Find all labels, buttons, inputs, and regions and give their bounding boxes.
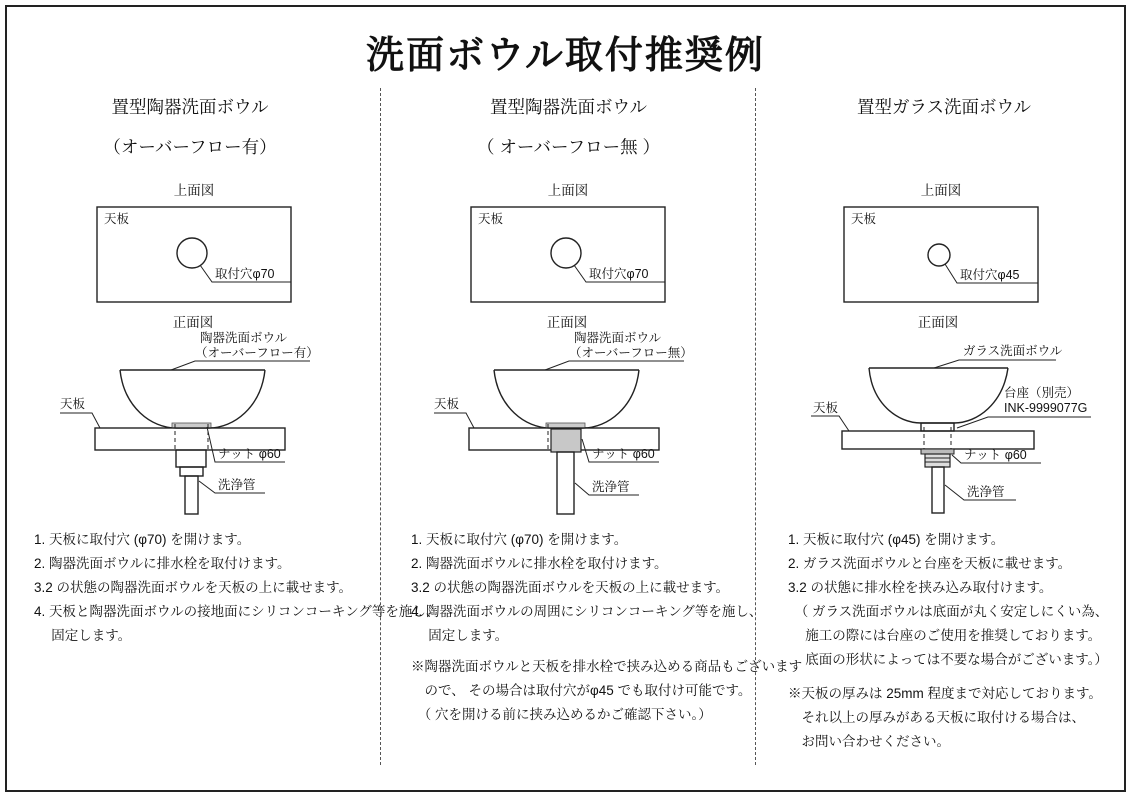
text-line: 4. 天板と陶器洗面ボウルの接地面にシリコンコーキング等を施し、 [34, 604, 440, 619]
top-view-diagram [841, 180, 1041, 305]
text-line: 1. 天板に取付穴 (φ45) を開けます。 [788, 532, 1005, 547]
leader-line [811, 416, 849, 431]
text-line: 4. 陶器洗面ボウルの周囲にシリコンコーキング等を施し、 [411, 604, 763, 619]
text-line: 3.2 の状態の陶器洗面ボウルを天板の上に載せます。 [411, 580, 730, 595]
countertop-label: 天板 [104, 212, 130, 226]
text-line: 3.2 の状態の陶器洗面ボウルを天板の上に載せます。 [34, 580, 353, 595]
front-view-label: 正面図 [917, 315, 959, 330]
front-view-label: 正面図 [172, 315, 214, 330]
leader-line [60, 413, 100, 428]
countertop-label: 天板 [478, 212, 504, 226]
nut-label: ナット φ60 [592, 447, 655, 461]
mounting-hole-label: 取付穴φ45 [960, 268, 1020, 282]
column-glass [755, 88, 1131, 765]
text-line: ※陶器洗面ボウルと天板を排水栓で挟み込める商品もございます [411, 659, 803, 674]
drain-pipe [932, 467, 944, 513]
countertop-label: 天板 [434, 397, 460, 411]
column-heading: 置型陶器洗面ボウル [111, 97, 269, 117]
top-view-label: 上面図 [547, 183, 589, 198]
text-line: ので、 その場合は取付穴がφ45 でも取付け可能です。 [411, 683, 752, 698]
installation-steps [788, 528, 1108, 672]
countertop-label: 天板 [60, 397, 86, 411]
installation-steps [411, 528, 762, 648]
pipe-label: 洗浄管 [218, 478, 256, 492]
drain-pipe [557, 452, 574, 514]
top-view-diagram [94, 180, 294, 305]
text-line: 2. ガラス洗面ボウルと台座を天板に載せます。 [788, 556, 1072, 571]
front-view-diagram [55, 315, 355, 520]
mounting-hole-circle [928, 244, 950, 266]
column-heading: 置型陶器洗面ボウル [490, 97, 647, 117]
text-line: （ ガラス洗面ボウルは底面が丸く安定しにくい為、 [788, 604, 1109, 619]
bowl-label-2: （オーバーフロー有） [195, 346, 319, 360]
front-view-label: 正面図 [546, 315, 588, 330]
column-subheading: （ オーバーフロー無 ） [477, 137, 660, 157]
text-line: （ 穴を開ける前に挟み込めるかご確認下さい。） [411, 707, 712, 722]
remark-note [411, 655, 802, 727]
pedestal-label: 台座（別売） [1004, 386, 1080, 400]
text-line: ※天板の厚みは 25mm 程度まで対応しております。 [788, 686, 1102, 701]
drain-step [180, 467, 203, 476]
front-view-diagram [801, 315, 1101, 520]
bowl-outline [869, 368, 1008, 423]
nut-flange [921, 449, 954, 454]
gasket [172, 423, 211, 428]
text-line: お問い合わせください。 [788, 734, 950, 749]
pedestal [921, 423, 954, 431]
bowl-outline [120, 370, 265, 428]
bowl-label: 陶器洗面ボウル [574, 331, 662, 345]
mounting-hole-circle [551, 238, 581, 268]
hole-cutout [176, 429, 207, 449]
top-view-label: 上面図 [173, 183, 215, 198]
top-view-label: 上面図 [920, 183, 962, 198]
column-ceramic-overflow [0, 88, 440, 765]
drain-nut [551, 429, 581, 452]
text-line: 固定します。 [34, 628, 132, 643]
text-line: 3.2 の状態に排水栓を挟み込み取付けます。 [788, 580, 1053, 595]
page-title: 洗面ボウル取付推奨例 [366, 35, 765, 77]
pipe-label: 洗浄管 [592, 480, 630, 494]
column-ceramic-no-overflow [380, 88, 803, 765]
leader-line [545, 361, 684, 370]
text-line: 1. 天板に取付穴 (φ70) を開けます。 [411, 532, 628, 547]
column-subheading: （オーバーフロー有） [103, 137, 277, 157]
installation-steps [34, 528, 439, 648]
mounting-hole-label: 取付穴φ70 [589, 267, 649, 281]
countertop-label: 天板 [813, 401, 839, 415]
leader-line [434, 413, 474, 428]
drain-nut [176, 450, 206, 467]
hole-cutout [925, 432, 950, 448]
drain-nut [925, 454, 950, 467]
bowl-label: ガラス洗面ボウル [963, 344, 1063, 358]
nut-label: ナット φ60 [218, 447, 281, 461]
leader-line [957, 417, 1091, 428]
leader-line [934, 360, 1056, 368]
top-view-diagram [468, 180, 668, 305]
mounting-hole-label: 取付穴φ70 [215, 267, 275, 281]
gasket [546, 423, 585, 428]
text-line: 施工の際には台座のご使用を推奨しております。 [788, 628, 1102, 643]
text-line: 1. 天板に取付穴 (φ70) を開けます。 [34, 532, 251, 547]
text-line: 2. 陶器洗面ボウルに排水栓を取付けます。 [34, 556, 291, 571]
drain-pipe [185, 476, 198, 514]
leader-line [171, 361, 310, 370]
text-line: 固定します。 [411, 628, 509, 643]
text-line: 底面の形状によっては不要な場合がございます。） [788, 652, 1108, 667]
front-view-diagram [429, 315, 729, 520]
remark-note [788, 682, 1102, 754]
bowl-label-2: （オーバーフロー無） [569, 346, 693, 360]
countertop-label: 天板 [851, 212, 877, 226]
bowl-label: 陶器洗面ボウル [200, 331, 288, 345]
pedestal-code-label: INK-9999077G [1004, 401, 1088, 415]
nut-label: ナット φ60 [964, 448, 1027, 462]
column-heading: 置型ガラス洗面ボウル [857, 97, 1031, 117]
text-line: 2. 陶器洗面ボウルに排水栓を取付けます。 [411, 556, 668, 571]
pipe-label: 洗浄管 [967, 485, 1005, 499]
bowl-outline [494, 370, 639, 428]
text-line: それ以上の厚みがある天板に取付ける場合は、 [788, 710, 1085, 725]
mounting-hole-circle [177, 238, 207, 268]
